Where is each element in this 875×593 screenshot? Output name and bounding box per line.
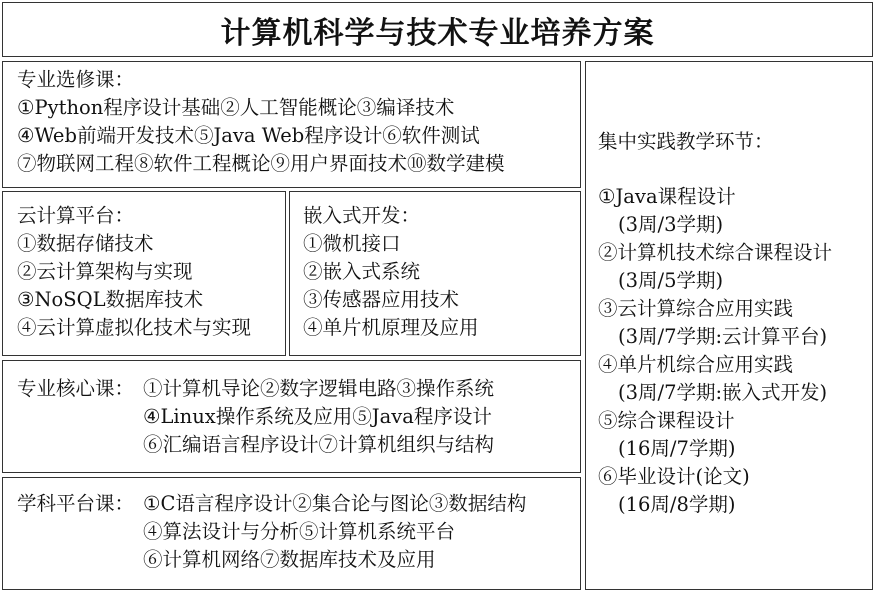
cloud-item-3: ③NoSQL数据库技术 [17, 288, 204, 311]
core-courses-box [2, 360, 581, 473]
elective-courses-box [2, 61, 581, 188]
practice-item-5-detail: (16周/7学期) [618, 437, 736, 460]
practice-label: 集中实践教学环节： [598, 130, 774, 153]
practice-item-2-detail: (3周/5学期) [618, 269, 724, 292]
elective-line-1: ①Python程序设计基础②人工智能概论③编译技术 [17, 96, 455, 119]
embedded-label: 嵌入式开发： [303, 204, 421, 227]
practice-item-6-name: ⑥毕业设计(论文) [598, 465, 750, 488]
practice-item-4-detail: (3周/7学期:嵌入式开发) [618, 381, 828, 404]
cloud-item-4: ④云计算虚拟化技术与实现 [17, 316, 252, 339]
page-title: 计算机科学与技术专业培养方案 [2, 2, 873, 57]
practice-item-1-name: ①Java课程设计 [598, 185, 736, 208]
elective-line-3: ⑦物联网工程⑧软件工程概论⑨用户界面技术⑩数学建模 [17, 152, 505, 175]
platform-line-2: ④算法设计与分析⑤计算机系统平台 [143, 520, 456, 543]
practice-item-4-name: ④单片机综合应用实践 [598, 353, 794, 376]
embedded-dev-box [289, 191, 581, 356]
elective-line-2: ④Web前端开发技术⑤Java Web程序设计⑥软件测试 [17, 124, 480, 147]
cloud-label: 云计算平台： [17, 204, 135, 227]
practice-item-2-name: ②计算机技术综合课程设计 [598, 241, 833, 264]
core-label: 专业核心课： [17, 377, 135, 400]
practice-item-5-name: ⑤综合课程设计 [598, 409, 735, 432]
cloud-item-1: ①数据存储技术 [17, 232, 154, 255]
embedded-item-3: ③传感器应用技术 [303, 288, 460, 311]
practice-item-1-detail: (3周/3学期) [618, 213, 724, 236]
cloud-platform-box [2, 191, 286, 356]
embedded-item-4: ④单片机原理及应用 [303, 316, 479, 339]
core-line-1: ①计算机导论②数字逻辑电路③操作系统 [143, 377, 495, 400]
core-line-2: ④Linux操作系统及应用⑤Java程序设计 [143, 405, 492, 428]
platform-courses-box [2, 477, 581, 590]
platform-line-3: ⑥计算机网络⑦数据库技术及应用 [143, 548, 436, 571]
practice-item-3-detail: (3周/7学期:云计算平台) [618, 325, 828, 348]
cloud-item-2: ②云计算架构与实现 [17, 260, 193, 283]
embedded-item-1: ①微机接口 [303, 232, 401, 255]
core-line-3: ⑥汇编语言程序设计⑦计算机组织与结构 [143, 433, 495, 456]
practice-item-3-name: ③云计算综合应用实践 [598, 297, 794, 320]
embedded-item-2: ②嵌入式系统 [303, 260, 421, 283]
practice-box [585, 61, 873, 590]
elective-label: 专业选修课： [17, 68, 135, 91]
practice-item-6-detail: (16周/8学期) [618, 493, 736, 516]
platform-label: 学科平台课： [17, 492, 135, 515]
platform-line-1: ①C语言程序设计②集合论与图论③数据结构 [143, 492, 527, 515]
